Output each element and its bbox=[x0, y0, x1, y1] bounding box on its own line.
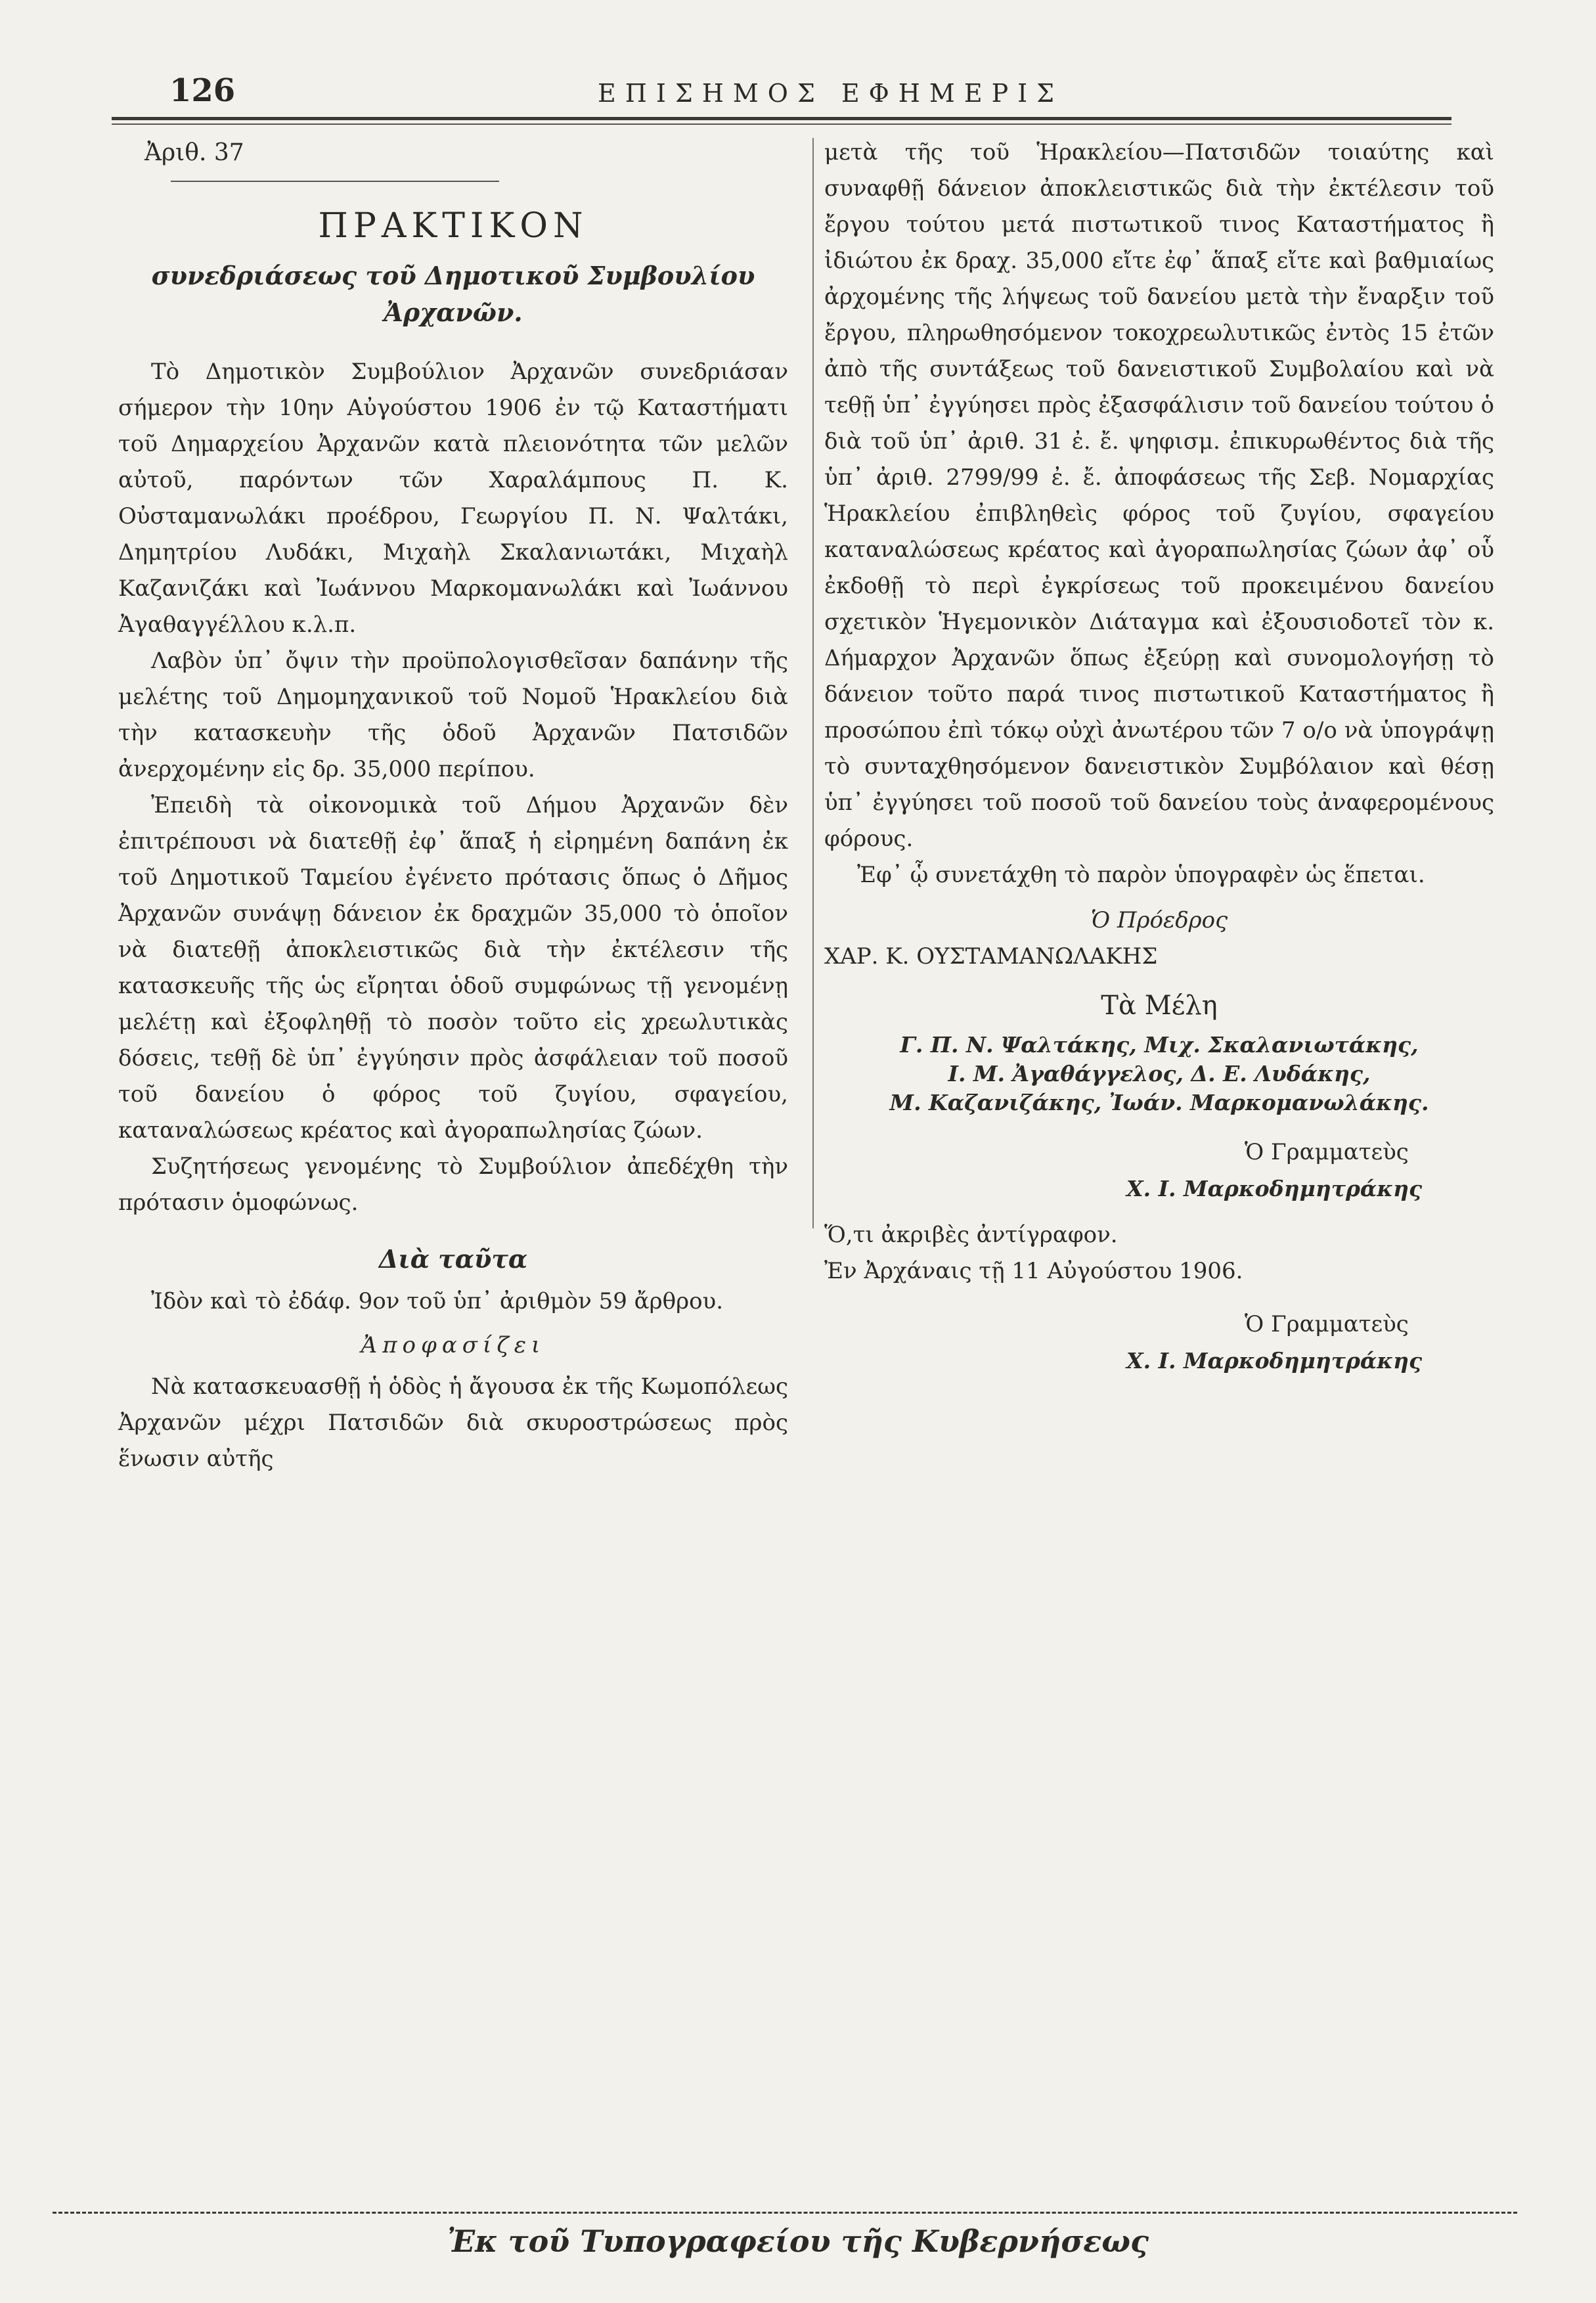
members-line-1: Γ. Π. Ν. Ψαλτάκης, Μιχ. Σκαλανιωτάκης, bbox=[900, 1032, 1419, 1058]
date-line: Ἐν Ἀρχάναις τῇ 11 Αὐγούστου 1906. bbox=[824, 1258, 1243, 1284]
header-rule bbox=[112, 117, 1452, 120]
loan-proposal-paragraph: Ἐπειδὴ τὰ οἰκονομικὰ τοῦ Δήμου Ἀρχανῶν δὲν ἐπιτρέπουσι νὰ διατεθῇ ἐφ᾿ ἅπαξ ἡ εἰρημένη δαπάνη ἐκ τοῦ Δημοτικοῦ Ταμείου ἐγένετο πρότασις ὅπως ὁ Δῆμος Ἀρχανῶν συνάψῃ δάνειον ἐκ δραχμῶν 35,000 τὸ ὁποῖον νὰ διατεθῇ ἀποκλειστικῶς διὰ τὴν ἐκτέλεσιν τῆς κατασκευῆς τῆς ὡς εἴρηται ὁδοῦ συμφώνως τῇ γενομένῃ μελέτῃ καὶ ἐξοφληθῇ τὸ ποσὸν τοῦτο εἰς χρεωλυτικὰς δόσεις, τεθῇ δὲ ὑπ᾿ ἐγγύησιν πρὸς ἀσφάλειαν τοῦ ποσοῦ τοῦ δανείου ὁ φόρος τοῦ ζυγίου, σφαγείου, καταναλώσεως κρέατος καὶ ἀγοραπωλησίας ζώων. bbox=[118, 792, 788, 1144]
secretary-label: Ὁ Γραμματεὺς bbox=[1245, 1139, 1409, 1165]
budget-paragraph: Λαβὸν ὑπ᾿ ὄψιν τὴν προϋπολογισθεῖσαν δαπάνην τῆς μελέτης τοῦ Δημομηχανικοῦ τοῦ Νομοῦ Ἡρακλείου διὰ τὴν κατασκευὴν τῆς ὁδοῦ Ἀρχανῶν Πατσιδῶν ἀνερχομένην εἰς δρ. 35,000 περίπου. bbox=[118, 648, 788, 782]
discussion-paragraph: Συζητήσεως γενομένης τὸ Συμβούλιον ἀπεδέχθη τὴν πρότασιν ὁμοφώνως. bbox=[118, 1153, 788, 1216]
members-title: Τὰ Μέλη bbox=[1101, 991, 1218, 1021]
decision-paragraph: Νὰ κατασκευασθῇ ἡ ὁδὸς ἡ ἄγουσα ἐκ τῆς Κωμοπόλεως Ἀρχανῶν μέχρι Πατσιδῶν διὰ σκυροστρώσεως πρὸς ἕνωσιν αὐτῆς bbox=[118, 1374, 788, 1472]
secretary-label-2: Ὁ Γραμματεὺς bbox=[1245, 1311, 1409, 1337]
journal-title: ΕΠΙΣΗΜΟΣ ΕΦΗΜΕΡΙΣ bbox=[598, 79, 1064, 108]
document-subtitle bbox=[118, 257, 788, 331]
legal-basis-paragraph: Ἰδὸν καὶ τὸ ἐδάφ. 9ον τοῦ ὑπ᾿ ἀριθμὸν 59 ἄρθρου. bbox=[151, 1288, 724, 1314]
subtitle-line-2: Ἀρχανῶν. bbox=[384, 298, 523, 327]
secretary-name: Χ. Ι. Μαρκοδημητράκης bbox=[1126, 1176, 1423, 1201]
members-line-2: Ι. Μ. Ἀγαθάγγελος, Δ. Ε. Λυδάκης, bbox=[948, 1061, 1371, 1086]
left-column bbox=[118, 135, 788, 1477]
document-number: Ἀριθ. 37 bbox=[144, 139, 244, 166]
secretary-name-2: Χ. Ι. Μαρκοδημητράκης bbox=[1126, 1348, 1423, 1374]
header-rule-thin bbox=[112, 123, 1452, 125]
subtitle-line-1: συνεδριάσεως τοῦ Δημοτικοῦ Συμβουλίου bbox=[151, 261, 755, 290]
signing-paragraph: Ἐφ᾿ ᾧ συνετάχθη τὸ παρὸν ὑπογραφὲν ὡς ἕπεται. bbox=[857, 862, 1425, 888]
page-header bbox=[112, 64, 1452, 123]
heading-apofasizei: Ἀποφασίζει bbox=[361, 1332, 546, 1358]
bottom-divider bbox=[53, 2212, 1517, 2214]
right-column bbox=[824, 135, 1494, 1389]
intro-paragraph: Τὸ Δημοτικὸν Συμβούλιον Ἀρχανῶν συνεδριάσαν σήμερον τὴν 10ην Αὐγούστου 1906 ἐν τῷ Καταστήματι τοῦ Δημαρχείου Ἀρχανῶν κατὰ πλειονότητα τῶν μελῶν αὐτοῦ, παρόντων τῶν Χαραλάμπους Π. Κ. Οὐσταμανωλάκι προέδρου, Γεωργίου Π. Ν. Ψαλτάκι, Δημητρίου Λυδάκι, Μιχαὴλ Σκαλανιωτάκι, Μιχαὴλ Καζανιζάκι καὶ Ἰωάννου Μαρκομανωλάκι καὶ Ἰωάννου Ἀγαθαγγέλλου κ.λ.π. bbox=[118, 359, 788, 638]
column-divider bbox=[812, 138, 814, 1228]
president-name: ΧΑΡ. Κ. ΟΥΣΤΑΜΑΝΩΛΑΚΗΣ bbox=[824, 943, 1158, 970]
decision-continuation-paragraph: μετὰ τῆς τοῦ Ἡρακλείου—Πατσιδῶν τοιαύτης καὶ συναφθῇ δάνειον ἀποκλειστικῶς διὰ τὴν ἐκτέλεσιν τοῦ ἔργου τούτου μετά πιστωτικοῦ τινος Καταστήματος ἢ ἰδιώτου ἐκ δραχ. 35,000 εἴτε ἐφ᾿ ἅπαξ εἴτε καὶ βαθμιαίως ἀρχομένης τῆς λήψεως τοῦ δανείου μετὰ τὴν ἔναρξιν τοῦ ἔργου, πληρωθησόμενον τοκοχρεωλυτικῶς ἐντὸς 15 ἐτῶν ἀπὸ τῆς συντάξεως τοῦ δανειστικοῦ Συμβολαίου καὶ νὰ τεθῇ ὑπ᾿ ἐγγύησει πρὸς ἐξασφάλισιν τοῦ δανείου τούτου ὁ διὰ τοῦ ὑπ᾿ ἀριθ. 31 ἐ. ἔ. ψηφισμ. ἐπικυρωθέντος διὰ τῆς ὑπ᾿ ἀριθ. 2799/99 ἐ. ἔ. ἀποφάσεως τῆς Σεβ. Νομαρχίας Ἡρακλείου ἐπιβληθεὶς φόρος τοῦ ζυγίου, σφαγείου καταναλώσεως κρέατος καὶ ἀγοραπωλησίας ζώων ἀφ᾿ οὗ ἐκδοθῇ τὸ περὶ ἐγκρίσεως τοῦ προκειμένου δανείου σχετικὸν Ἡγεμονικὸν Διάταγμα καὶ ἐξουσιοδοτεῖ τὸν κ. Δήμαρχον Ἀρχανῶν ὅπως ἐξεύρῃ καὶ συνομολογήσῃ τὸ δάνειον τοῦτο παρά τινος πιστωτικοῦ Καταστήματος ἢ προσώπου ἐπὶ τόκῳ οὐχὶ ἀνωτέρου τῶν 7 ο/ο νὰ ὑπογράψῃ τὸ συνταχθησόμενον δανειστικὸν Συμβόλαιον καὶ θέσῃ ὑπ᾿ ἐγγύησει τοῦ ποσοῦ τοῦ δανείου τοὺς ἀναφερομένους φόρους. bbox=[824, 139, 1494, 852]
heading-dia-tauta: Διὰ ταῦτα bbox=[378, 1244, 528, 1274]
page-number: 126 bbox=[169, 72, 236, 109]
members-list bbox=[824, 1031, 1494, 1117]
short-divider bbox=[171, 181, 499, 182]
true-copy-line: Ὅ,τι ἀκριβὲς ἀντίγραφον. bbox=[824, 1222, 1118, 1248]
members-line-3: Μ. Καζανιζάκης, Ἰωάν. Μαρκομανωλάκης. bbox=[889, 1090, 1429, 1115]
printer-footer: Ἐκ τοῦ Τυπογραφείου τῆς Κυβερνήσεως bbox=[447, 2224, 1149, 2259]
document-title: ΠΡΑΚΤΙΚΟΝ bbox=[318, 206, 588, 246]
president-label: Ὁ Πρόεδρος bbox=[1090, 907, 1228, 933]
